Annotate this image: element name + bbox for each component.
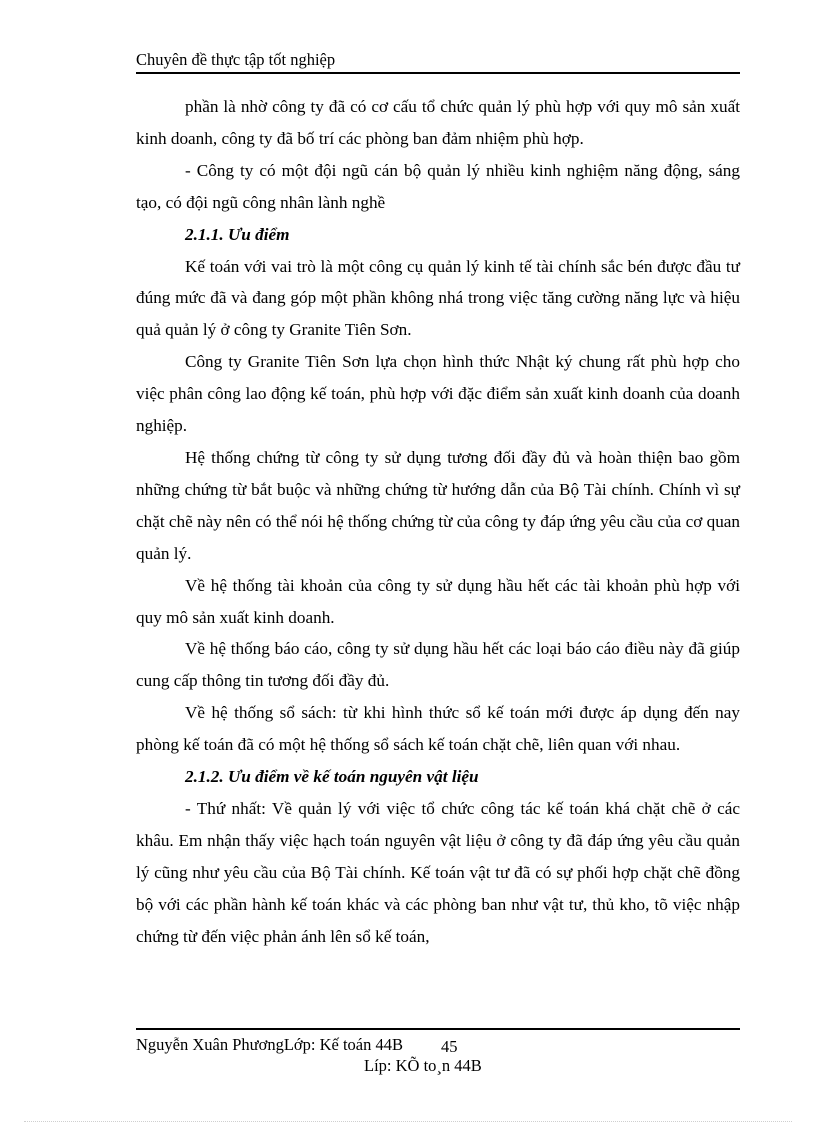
paragraph: Công ty Granite Tiên Sơn lựa chọn hình thức Nhật ký chung rất phù hợp cho việc phân công lao động kế toán, phù hợp với đặc điểm sản xuất kinh doanh của doanh nghiệp. xyxy=(136,352,740,436)
paragraph: - Thứ nhất: Về quản lý với việc tổ chức công tác kế toán khá chặt chẽ ở các khâu. Em nhận thấy việc hạch toán nguyên vật liệu ở công ty đã đáp ứng yêu cầu quản lý cũng như yêu cầu của Bộ Tài chính. Kế toán vật tư đã có sự phối hợp chặt chẽ đồng bộ với các phần hành kế toán khác và các phòng ban như vật tư, thủ kho, tõ việc nhập chứng từ đến việc phản ánh lên sổ kế toán, xyxy=(136,798,740,946)
paragraph: Về hệ thống sổ sách: từ khi hình thức sổ kế toán mới được áp dụng đến nay phòng kế toán đã có một hệ thống sổ sách kế toán chặt chẽ, liên quan với nhau. xyxy=(136,703,740,755)
footer-divider xyxy=(136,1028,740,1030)
footer-author-class: Nguyễn Xuân PhươngLớp: Kế toán 44B xyxy=(136,1035,403,1054)
page-header xyxy=(136,48,740,74)
paragraph: Hệ thống chứng từ công ty sử dụng tương đối đầy đủ và hoàn thiện bao gồm những chứng từ bắt buộc và những chứng từ hướng dẫn của Bộ Tài chính. Chính vì sự chặt chẽ này nên có thể nói hệ thống chứng từ của công ty đáp ứng yêu cầu của cơ quan quản lý. xyxy=(136,447,741,563)
page-edge-divider xyxy=(24,1121,792,1122)
footer-class-garbled: Líp: KÕ to¸n 44B xyxy=(364,1056,482,1075)
document-body xyxy=(136,91,740,952)
paragraph: Về hệ thống báo cáo, công ty sử dụng hầu hết các loại báo cáo điều này đã giúp cung cấp thông tin tương đối đầy đủ. xyxy=(136,639,740,691)
paragraph: Kế toán với vai trò là một công cụ quản lý kinh tế tài chính sắc bén được đầu tư đúng mức đã và đang góp một phần không nhá trong việc tăng cường năng lực và hiệu quả quản lý ở công ty Granite Tiên Sơn. xyxy=(136,256,740,340)
page-number: 45 xyxy=(441,1037,458,1056)
header-title: Chuyên đề thực tập tốt nghiệp xyxy=(136,50,336,69)
paragraph: Về hệ thống tài khoản của công ty sử dụng hầu hết các tài khoản phù hợp với quy mô sản xuất kinh doanh. xyxy=(136,575,740,627)
section-heading: 2.1.1. Ưu điểm xyxy=(185,224,290,244)
section-heading: 2.1.2. Ưu điểm về kế toán nguyên vật liệu xyxy=(185,767,479,787)
paragraph: phần là nhờ công ty đã có cơ cấu tổ chức quản lý phù hợp với quy mô sản xuất kinh doanh, công ty đã bố trí các phòng ban đảm nhiệm phù hợp. xyxy=(136,97,740,148)
paragraph: - Công ty có một đội ngũ cán bộ quản lý nhiều kinh nghiệm năng động, sáng tạo, có đội ngũ công nhân lành nghề xyxy=(136,160,740,212)
